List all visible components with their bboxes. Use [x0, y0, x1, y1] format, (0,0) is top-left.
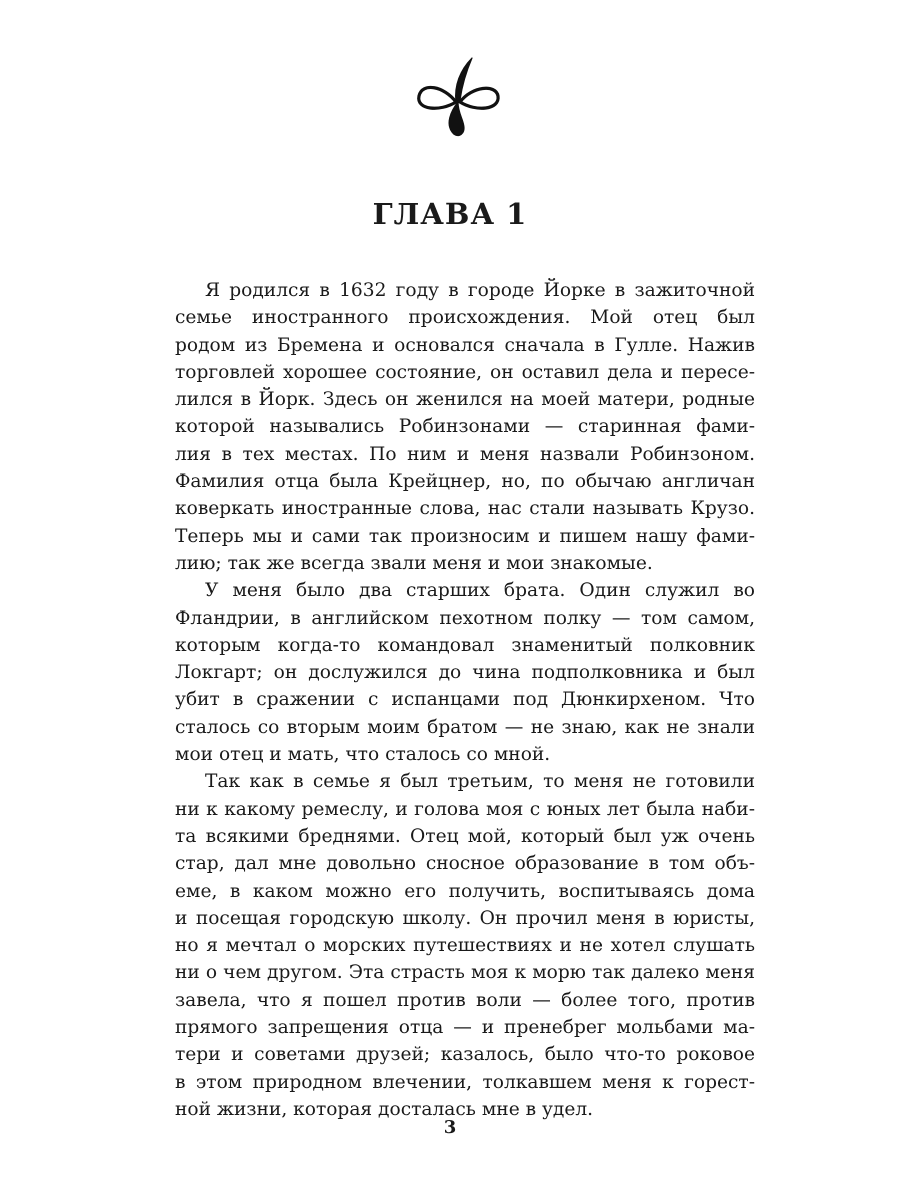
text-line: которым когда-то командовал знаменитый полковник — [175, 634, 755, 656]
flourish-ornament-icon — [410, 52, 506, 142]
text-line: Я родился в 1632 году в городе Йорке в зажиточной — [205, 280, 755, 301]
text-line: У меня было два старших брата. Один служил во — [205, 580, 755, 602]
text-line: Локгарт; он дослужился до чина подполковника и был — [175, 662, 755, 684]
text-line: завела, что я пошел против воли — более того, против — [175, 989, 755, 1011]
text-line: и посещая городскую школу. Он прочил меня в юристы, — [175, 907, 755, 929]
text-line: лию; так же всегда звали меня и мои знакомые. — [175, 552, 653, 574]
text-line: лия в тех местах. По ним и меня назвали Робинзоном. — [175, 443, 755, 465]
text-line: стар, дал мне довольно сносное образование в том объ- — [175, 853, 755, 875]
chapter-body — [175, 277, 755, 1123]
text-line: Так как в семье я был третьим, то меня не готовили — [205, 771, 755, 793]
text-line: ни к какому ремеслу, и голова моя с юных лет была наби- — [175, 798, 755, 820]
text-line: ной жизни, которая досталась мне в удел. — [175, 1098, 594, 1120]
text-line: семье иностранного происхождения. Мой отец был — [175, 307, 755, 329]
text-line: ни о чем другом. Эта страсть моя к морю так далеко меня — [175, 962, 755, 984]
text-line: та всякими бреднями. Отец мой, который был уж очень — [175, 825, 755, 847]
text-line: сталось со вторым моим братом — не знаю, как не знали — [175, 716, 755, 738]
text-line: тери и советами друзей; казалось, было что-то роковое — [175, 1044, 755, 1066]
paragraph — [175, 277, 755, 577]
text-line: Теперь мы и сами так произносим и пишем нашу фами- — [175, 525, 755, 547]
text-line: убит в сражении с испанцами под Дюнкирхеном. Что — [175, 689, 755, 711]
text-line: Фландрии, в английском пехотном полку — том самом, — [175, 607, 755, 629]
text-line: лился в Йорк. Здесь он женился на моей матери, родные — [175, 389, 755, 411]
text-line: родом из Бремена и основался сначала в Гулле. Нажив — [175, 334, 755, 356]
text-line: прямого запрещения отца — и пренебрег мольбами ма- — [175, 1017, 755, 1039]
page-number: 3 — [443, 1117, 457, 1138]
text-line: которой назывались Робинзонами — старинная фами- — [175, 416, 755, 438]
text-line: но я мечтал о морских путешествиях и не хотел слушать — [175, 935, 755, 957]
text-line: торговлей хорошее состояние, он оставил дела и пересе- — [175, 361, 755, 383]
chapter-title: ГЛАВА 1 — [372, 197, 528, 231]
text-line: в этом природном влечении, толкавшем меня к горест- — [175, 1071, 755, 1093]
text-line: Фамилия отца была Крейцнер, но, по обычаю англичан — [175, 471, 755, 493]
text-line: мои отец и мать, что сталось со мной. — [175, 744, 551, 766]
text-line: еме, в каком можно его получить, воспитываясь дома — [175, 880, 755, 902]
paragraph — [175, 768, 755, 1123]
paragraph — [175, 577, 755, 768]
text-line: коверкать иностранные слова, нас стали называть Крузо. — [175, 498, 755, 520]
